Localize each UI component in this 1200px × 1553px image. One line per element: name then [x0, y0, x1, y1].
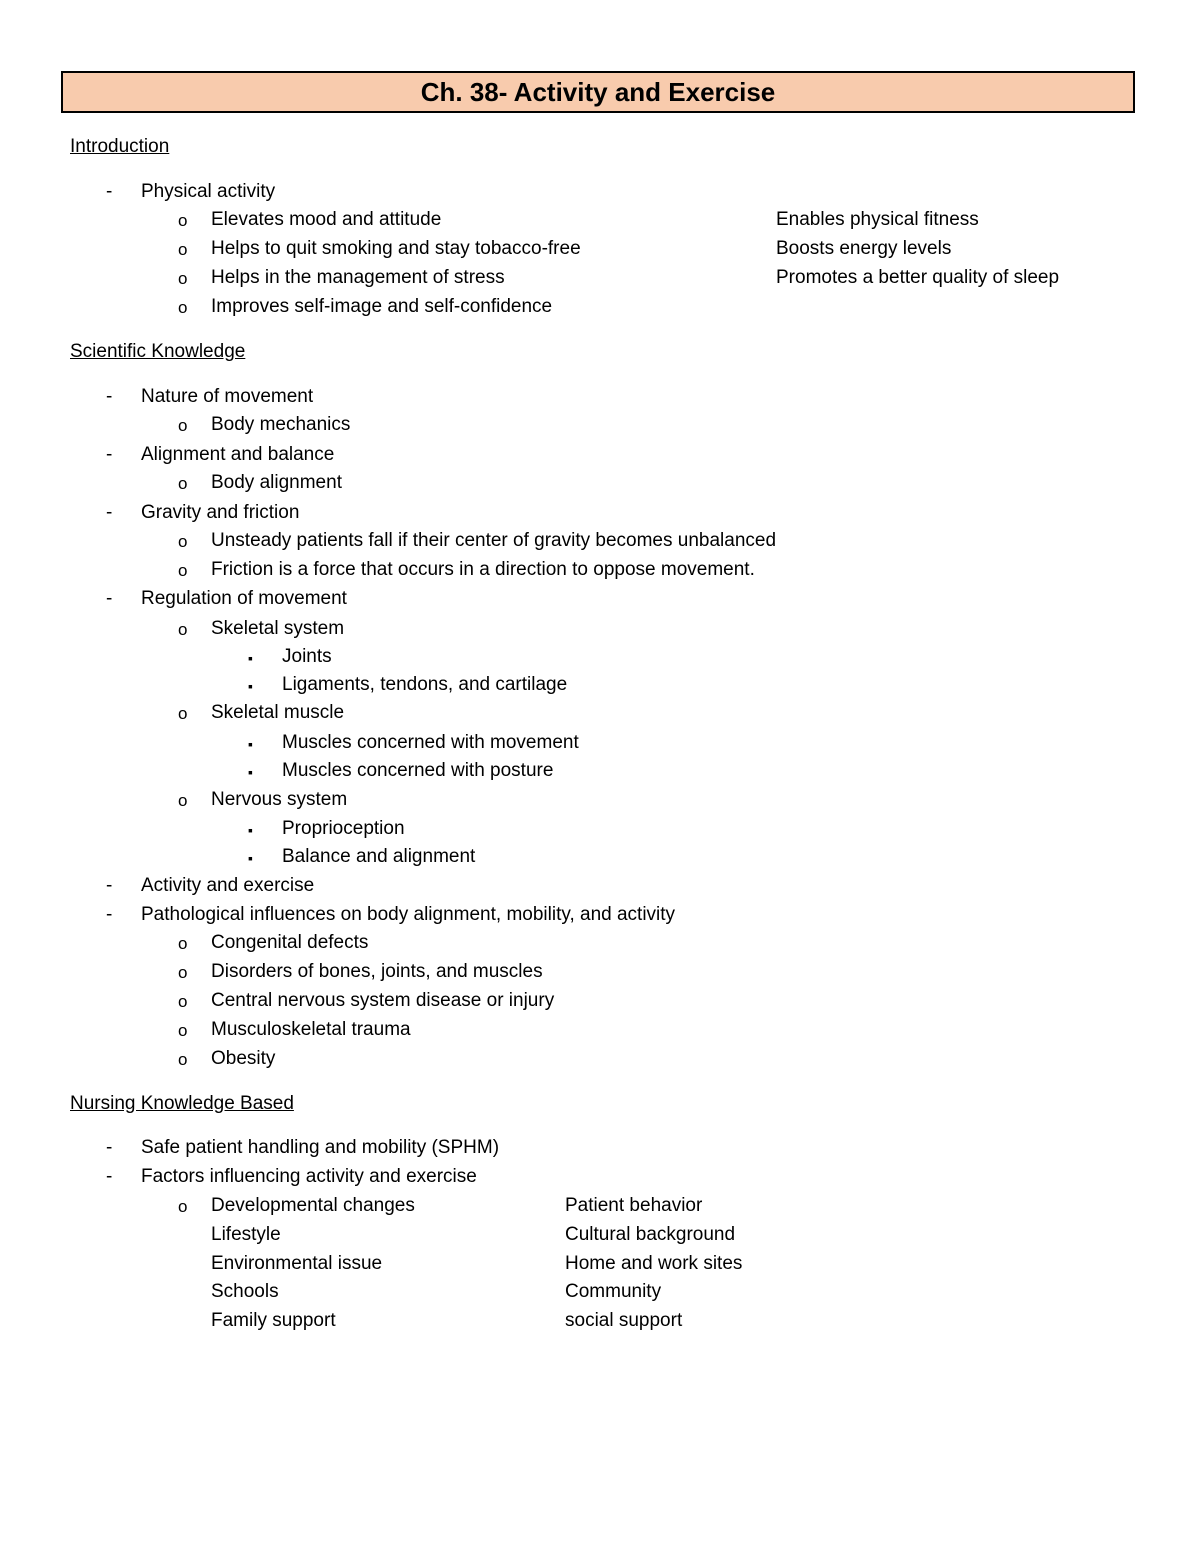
- circle-bullet: o: [178, 298, 188, 317]
- square-bullet: ▪: [248, 764, 253, 780]
- section-heading-introduction: Introduction: [70, 136, 170, 157]
- square-bullet: ▪: [248, 650, 253, 666]
- list-item: Family support: [211, 1310, 336, 1331]
- circle-bullet: o: [178, 1021, 188, 1040]
- list-item: Nervous system: [211, 789, 348, 810]
- circle-bullet: o: [178, 934, 188, 953]
- list-item: Unsteady patients fall if their center of gravity becomes unbalanced: [211, 530, 777, 551]
- list-item: Proprioception: [282, 818, 405, 839]
- dash-bullet: -: [106, 1166, 113, 1187]
- list-item: Nature of movement: [141, 386, 314, 407]
- circle-bullet: o: [178, 269, 188, 288]
- section-heading-nursing-knowledge: Nursing Knowledge Based: [70, 1093, 294, 1114]
- dash-bullet: -: [106, 181, 113, 202]
- dash-bullet: -: [106, 875, 113, 896]
- dash-bullet: -: [106, 588, 113, 609]
- list-item: Disorders of bones, joints, and muscles: [211, 961, 543, 982]
- list-item: social support: [565, 1310, 683, 1331]
- square-bullet: ▪: [248, 822, 253, 838]
- list-item: Safe patient handling and mobility (SPHM): [141, 1137, 500, 1158]
- square-bullet: ▪: [248, 736, 253, 752]
- circle-bullet: o: [178, 561, 188, 580]
- list-item: Activity and exercise: [141, 875, 315, 896]
- list-item: Lifestyle: [211, 1224, 281, 1245]
- list-item: Gravity and friction: [141, 502, 300, 523]
- circle-bullet: o: [178, 211, 188, 230]
- list-item: Obesity: [211, 1048, 276, 1069]
- list-item: Skeletal system: [211, 618, 345, 639]
- list-item: Community: [565, 1281, 662, 1302]
- list-item: Musculoskeletal trauma: [211, 1019, 411, 1040]
- list-item: Home and work sites: [565, 1253, 743, 1274]
- circle-bullet: o: [178, 704, 188, 723]
- circle-bullet: o: [178, 1197, 188, 1216]
- circle-bullet: o: [178, 532, 188, 551]
- circle-bullet: o: [178, 416, 188, 435]
- list-item: Regulation of movement: [141, 588, 347, 609]
- list-item: Pathological influences on body alignment, mobility, and activity: [141, 904, 676, 925]
- list-item: Skeletal muscle: [211, 702, 345, 723]
- square-bullet: ▪: [248, 850, 253, 866]
- circle-bullet: o: [178, 474, 188, 493]
- square-bullet: ▪: [248, 678, 253, 694]
- list-item: Developmental changes: [211, 1195, 415, 1216]
- list-item: Factors influencing activity and exercise: [141, 1166, 477, 1187]
- list-item: Joints: [282, 646, 332, 667]
- list-item: Enables physical fitness: [776, 209, 979, 230]
- circle-bullet: o: [178, 240, 188, 259]
- list-item: Helps to quit smoking and stay tobacco-free: [211, 238, 581, 259]
- list-item: Muscles concerned with posture: [282, 760, 554, 781]
- dash-bullet: -: [106, 1137, 113, 1158]
- list-item: Boosts energy levels: [776, 238, 952, 259]
- section-heading-scientific-knowledge: Scientific Knowledge: [70, 341, 246, 362]
- list-item: Ligaments, tendons, and cartilage: [282, 674, 568, 695]
- list-item: Alignment and balance: [141, 444, 335, 465]
- list-item: Cultural background: [565, 1224, 736, 1245]
- list-item: Environmental issue: [211, 1253, 383, 1274]
- list-item: Schools: [211, 1281, 279, 1302]
- list-item-physical-activity: Physical activity: [141, 181, 276, 202]
- list-item: Central nervous system disease or injury: [211, 990, 555, 1011]
- list-item: Improves self-image and self-confidence: [211, 296, 553, 317]
- list-item: Body mechanics: [211, 414, 351, 435]
- list-item: Congenital defects: [211, 932, 369, 953]
- document-title: [61, 71, 1135, 113]
- list-item: Friction is a force that occurs in a direction to oppose movement.: [211, 559, 755, 580]
- dash-bullet: -: [106, 444, 113, 465]
- document-title-text: Ch. 38- Activity and Exercise: [420, 76, 776, 107]
- list-item: Body alignment: [211, 472, 342, 493]
- list-item: Patient behavior: [565, 1195, 703, 1216]
- dash-bullet: -: [106, 502, 113, 523]
- dash-bullet: -: [106, 904, 113, 925]
- circle-bullet: o: [178, 620, 188, 639]
- list-item: Muscles concerned with movement: [282, 732, 579, 753]
- dash-bullet: -: [106, 386, 113, 407]
- circle-bullet: o: [178, 1050, 188, 1069]
- list-item: Helps in the management of stress: [211, 267, 505, 288]
- circle-bullet: o: [178, 992, 188, 1011]
- list-item: Promotes a better quality of sleep: [776, 267, 1060, 288]
- list-item: Elevates mood and attitude: [211, 209, 442, 230]
- circle-bullet: o: [178, 963, 188, 982]
- circle-bullet: o: [178, 791, 188, 810]
- list-item: Balance and alignment: [282, 846, 476, 867]
